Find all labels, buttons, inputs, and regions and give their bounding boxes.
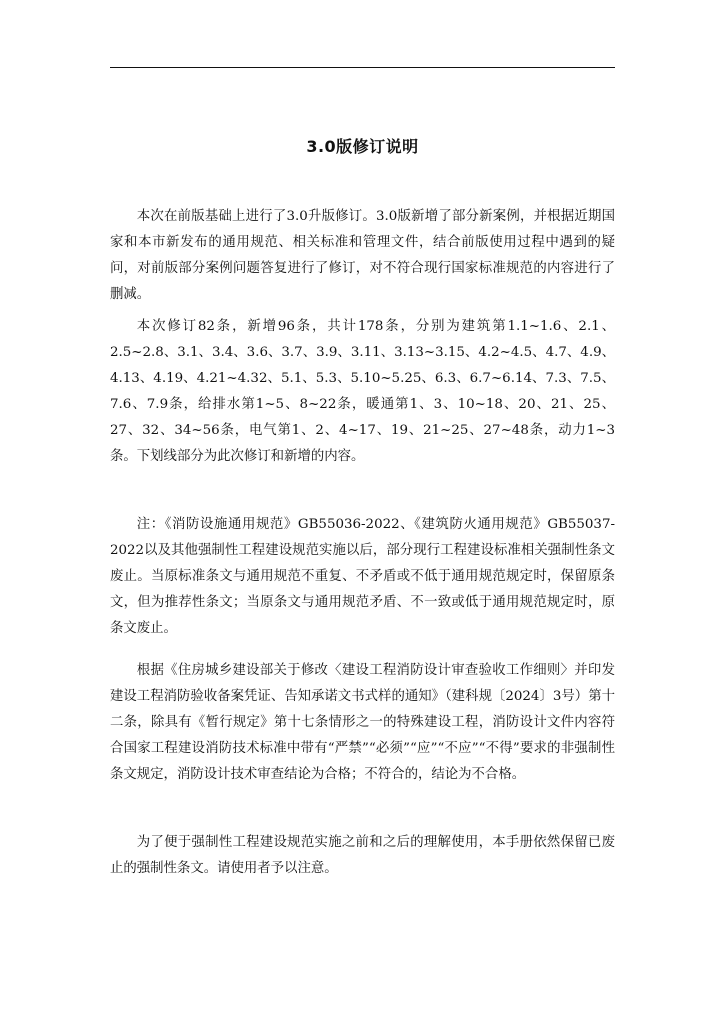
- paragraph-usage-reminder: 为了便于强制性工程建设规范实施之前和之后的理解使用，本手册依然保留已废止的强制性条文。请使用者予以注意。: [110, 835, 615, 876]
- paragraph-revision-summary: 本次在前版基础上进行了3.0升版修订。3.0版新增了部分新案例，并根据近期国家和本市新发布的通用规范、相关标准和管理文件，结合前版使用过程中遇到的疑问，对前版部分案例问题答复进行了修订，对不符合现行国家标准规范的内容进行了删减。: [110, 209, 615, 302]
- page-title: 3.0版修订说明: [306, 137, 419, 156]
- paragraph-regulation-basis: 根据《住房城乡建设部关于修改〈建设工程消防设计审查验收工作细则〉并印发建设工程消防验收备案凭证、告知承诺文书式样的通知》（建科规〔2024〕3号）第十二条，除具有《暂行规定》第十七条情形之一的特殊建设工程，消防设计文件内容符合国家工程建设消防技术标准中带有“严禁”“必须”“应”“不应”“不得”要求的非强制性条文规定，消防设计技术审查结论为合格；不符合的，结论为不合格。: [110, 663, 615, 782]
- header-rule: [110, 67, 615, 68]
- paragraph-note: 注：《消防设施通用规范》GB55036-2022、《建筑防火通用规范》GB55037-2022以及其他强制性工程建设规范实施以后，部分现行工程建设标准相关强制性条文废止。当原标准条文与通用规范不重复、不矛盾或不低于通用规范规定时，保留原条文，但为推荐性条文；当原条文与通用规范矛盾、不一致或低于通用规范规定时，原条文废止。: [110, 517, 615, 636]
- paragraph-revision-counts: 本次修订82条，新增96条，共计178条，分别为建筑第1.1~1.6、2.1、2.5~2.8、3.1、3.4、3.6、3.7、3.9、3.11、3.13~3.15、4.2~4.5、4.7、4.9、4.13、4.19、4.21~4.32、5.1、5.3、5.10~5.25、6.3、6.7~6.14、7.3、7.5、7.6、7.9条，给排水第1~5、8~22条，暖通第1、3、10~18、20、21、25、27、32、34~56条，电气第1、2、4~17、19、21~25、27~48条，动力1~3条。下划线部分为此次修订和新增的内容。: [110, 319, 615, 464]
